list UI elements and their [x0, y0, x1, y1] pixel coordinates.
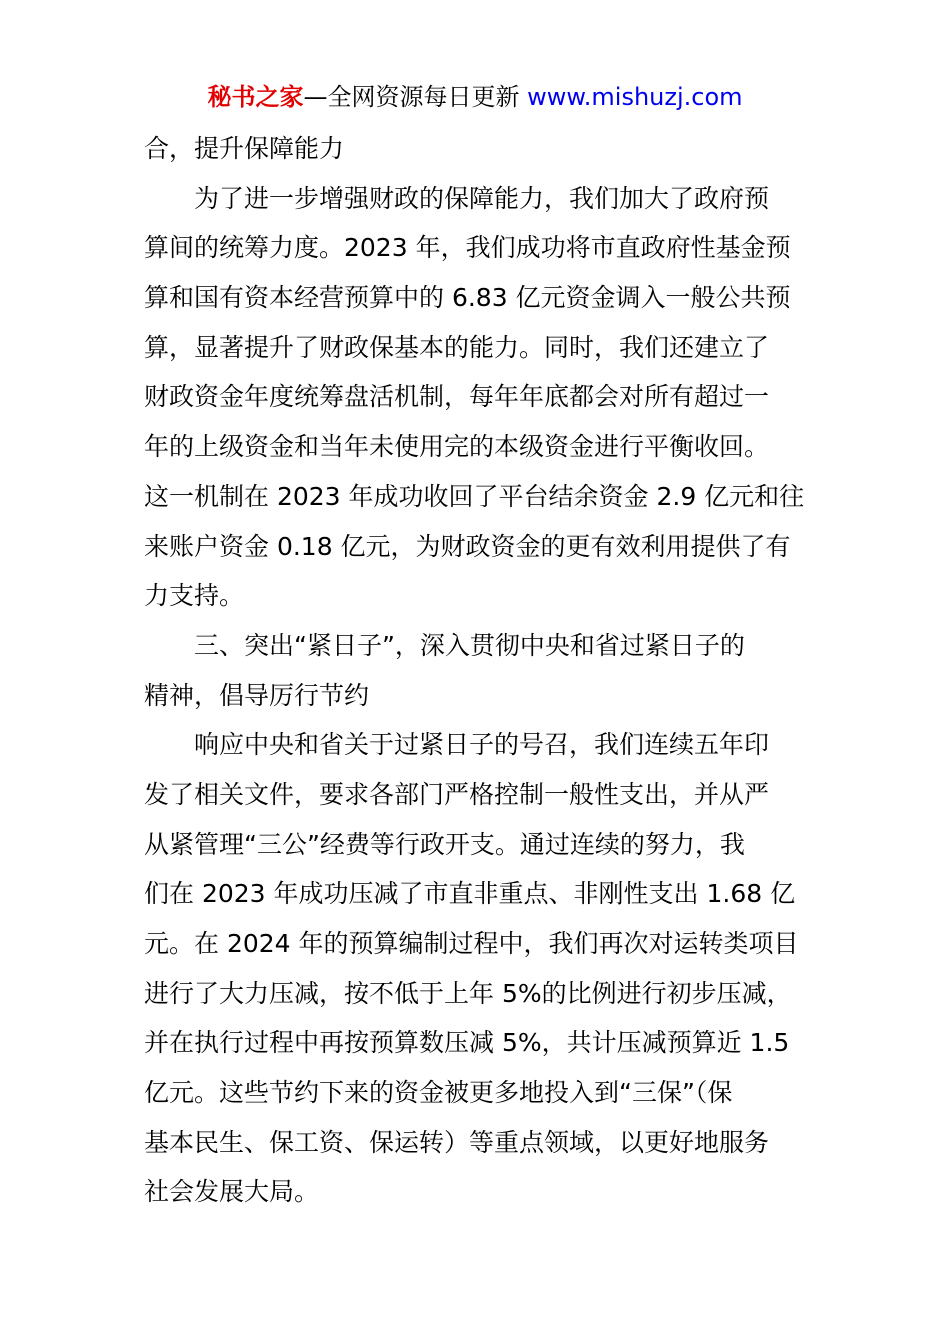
text-line: 并在执行过程中再按预算数压减 5%，共计压减预算近 1.5: [144, 1028, 790, 1058]
text-line: 算和国有资本经营预算中的 6.83 亿元资金调入一般公共预: [144, 283, 791, 313]
text-line: 算间的统筹力度。2023 年，我们成功将市直政府性基金预: [144, 233, 791, 263]
text-line: 财政资金年度统筹盘活机制，每年年底都会对所有超过一: [144, 382, 770, 412]
text-line: 力支持。: [144, 581, 245, 611]
header-tagline: —全网资源每日更新: [303, 83, 520, 111]
page-header: [0, 80, 950, 114]
text-line: 这一机制在 2023 年成功收回了平台结余资金 2.9 亿元和往: [144, 481, 805, 511]
text-line: 们在 2023 年成功压减了市直非重点、非刚性支出 1.68 亿: [144, 879, 796, 909]
text-line: 三、突出“紧日子”，深入贯彻中央和省过紧日子的: [194, 630, 745, 660]
text-line: 从紧管理“三公”经费等行政开支。通过连续的努力，我: [144, 829, 745, 859]
brand-name: 秘书之家: [207, 83, 304, 111]
text-line: 响应中央和省关于过紧日子的号召，我们连续五年印: [194, 730, 770, 760]
text-line: 元。在 2024 年的预算编制过程中，我们再次对运转类项目: [144, 929, 799, 958]
text-line: 算，显著提升了财政保基本的能力。同时，我们还建立了: [144, 332, 770, 362]
text-line: 年的上级资金和当年未使用完的本级资金进行平衡收回。: [144, 432, 770, 462]
text-line: 进行了大力压减，按不低于上年 5%的比例进行初步压减，: [144, 978, 792, 1008]
document-body: [144, 124, 809, 1217]
text-line: 来账户资金 0.18 亿元，为财政资金的更有效利用提供了有: [144, 531, 791, 561]
text-line: 亿元。这些节约下来的资金被更多地投入到“三保”（保: [144, 1078, 733, 1108]
text-line: 为了进一步增强财政的保障能力，我们加大了政府预: [194, 183, 770, 213]
text-line: 发了相关文件，要求各部门严格控制一般性支出，并从严: [144, 779, 770, 809]
site-url[interactable]: www.mishuzj.com: [527, 83, 743, 111]
text-line: 社会发展大局。: [144, 1177, 320, 1207]
text-line: 合，提升保障能力: [144, 134, 345, 163]
text-line: 精神，倡导厉行节约: [144, 680, 370, 710]
text-line: 基本民生、保工资、保运转）等重点领域，以更好地服务: [144, 1127, 770, 1157]
